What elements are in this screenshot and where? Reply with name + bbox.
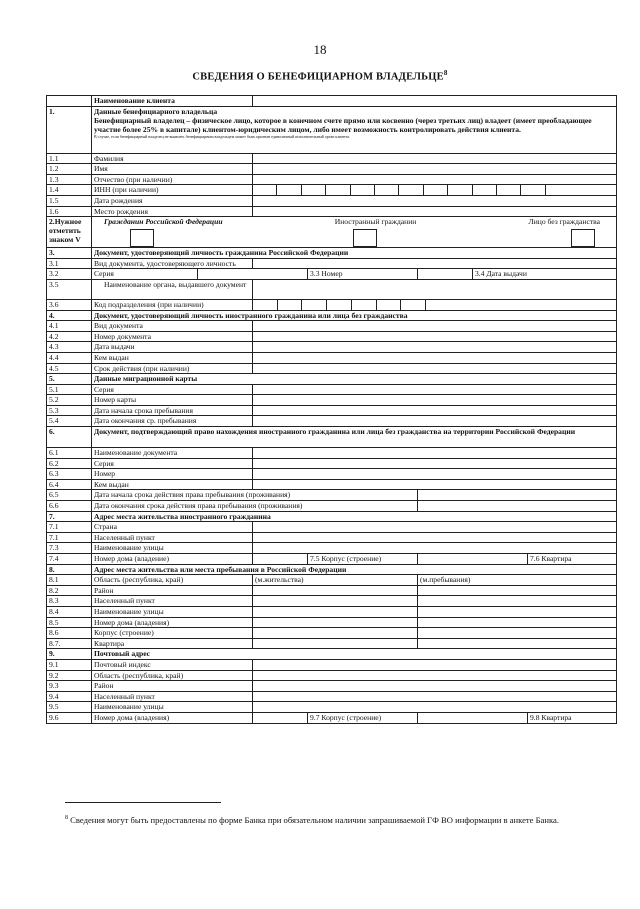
- field-label: Дата окончания ср. пребывания: [92, 416, 253, 427]
- field-label: Корпус (строение): [92, 628, 253, 639]
- row-5-2: [47, 395, 617, 406]
- inn-digit-cells[interactable]: [253, 185, 617, 196]
- field-label: Квартира: [92, 638, 253, 649]
- inn-tail: [545, 185, 616, 195]
- code-box[interactable]: [326, 300, 351, 310]
- building-input[interactable]: [418, 554, 528, 565]
- field-input[interactable]: [253, 458, 617, 469]
- field-input[interactable]: [253, 363, 617, 374]
- code-cells: [253, 300, 616, 310]
- row-1-4: [47, 185, 617, 196]
- field-label: Серия: [92, 384, 253, 395]
- beneficiary-form: [46, 95, 617, 724]
- section-2-number: 2.Нужное отметить знаком V: [47, 217, 92, 248]
- title-text: СВЕДЕНИЯ О БЕНЕФИЦИАРНОМ ВЛАДЕЛЬЦЕ: [192, 71, 444, 83]
- field-label: Дата выдачи: [92, 342, 253, 353]
- row-number: 6.4: [47, 479, 92, 490]
- row-number: 7.1: [47, 522, 92, 533]
- row-1-2: [47, 164, 617, 175]
- row-number: 8.2: [47, 585, 92, 596]
- footnote-text: Сведения могут быть предоставлены по форме Банка при обязательном наличии запрашиваемой ГФ ВО информации в анкете Банка.: [70, 814, 559, 825]
- footnote: [65, 812, 575, 826]
- field-label: Населенный пункт: [92, 596, 253, 607]
- option-stateless: [529, 217, 600, 247]
- field-input[interactable]: [253, 691, 617, 702]
- row-5-3: [47, 405, 617, 416]
- row-number: 4.5: [47, 363, 92, 374]
- field-input[interactable]: [253, 153, 617, 164]
- page-title: [0, 69, 640, 83]
- row-4-5: [47, 363, 617, 374]
- row-1-3: [47, 174, 617, 185]
- field-label: Дата рождения: [92, 195, 253, 206]
- field-input[interactable]: [253, 416, 617, 427]
- row-number: 8.6: [47, 628, 92, 639]
- field-label: Код подразделения (при наличии): [92, 299, 253, 310]
- row-number: 1.6: [47, 206, 92, 217]
- row-4-4: [47, 352, 617, 363]
- residence-input[interactable]: [253, 585, 418, 596]
- field-input[interactable]: [253, 659, 617, 670]
- field-label: Серия: [92, 269, 198, 280]
- field-label: Наименование документа: [92, 448, 253, 459]
- footnote-divider: [65, 802, 221, 803]
- row-number: 4.3: [47, 342, 92, 353]
- code-box[interactable]: [277, 300, 302, 310]
- row-number: 6.5: [47, 490, 92, 501]
- field-label: Район: [92, 681, 253, 692]
- field-label: Кем выдан: [92, 479, 253, 490]
- field-label: Наименование улицы: [92, 606, 253, 617]
- field-label: Серия: [92, 458, 253, 469]
- row-6-4: [47, 479, 617, 490]
- stay-column-label: (м.пребывания): [418, 575, 617, 586]
- building-input[interactable]: [418, 712, 528, 723]
- section-heading: Документ, удостоверяющий личность иностранного гражданина или лица без гражданства: [92, 310, 617, 321]
- section-heading: Документ, удостоверяющий личность гражданина Российской Федерации: [92, 248, 617, 259]
- apartment-label: 9.8 Квартира: [528, 712, 617, 723]
- section-number: 8.: [47, 564, 92, 575]
- row-number: 5.3: [47, 405, 92, 416]
- section-2-row: [47, 217, 617, 248]
- field-label: Вид документа: [92, 321, 253, 332]
- code-box[interactable]: [376, 300, 401, 310]
- row-9-1: [47, 659, 617, 670]
- row-number: 9.5: [47, 702, 92, 713]
- row-6-2: [47, 458, 617, 469]
- row-number: 9.4: [47, 691, 92, 702]
- field-input[interactable]: [418, 490, 617, 501]
- row-9-3: [47, 681, 617, 692]
- citizenship-row: [94, 217, 614, 247]
- field-input[interactable]: [253, 206, 617, 217]
- row-number: 7.3: [47, 543, 92, 554]
- checkbox-rf[interactable]: [130, 229, 154, 247]
- row-number: 8.3: [47, 596, 92, 607]
- field-label: ИНН (при наличии): [92, 185, 253, 196]
- row-number: 3.6: [47, 299, 92, 310]
- field-label: Имя: [92, 164, 253, 175]
- row-7-1: [47, 522, 617, 533]
- field-input[interactable]: [253, 702, 617, 713]
- row-9-2: [47, 670, 617, 681]
- row-number: 9.3: [47, 681, 92, 692]
- residence-input[interactable]: [253, 628, 418, 639]
- row-number: 8.1: [47, 575, 92, 586]
- field-label: Населенный пункт: [92, 532, 253, 543]
- row-number: 9.6: [47, 712, 92, 723]
- row-number: 3.1: [47, 258, 92, 269]
- field-input[interactable]: [253, 395, 617, 406]
- field-input[interactable]: [253, 543, 617, 554]
- inn-digit-box[interactable]: [253, 185, 276, 195]
- row-number: 8.7.: [47, 638, 92, 649]
- field-label: Дата окончания срока действия права пребывания (проживания): [92, 501, 418, 512]
- house-input[interactable]: [253, 554, 308, 565]
- stay-input[interactable]: [418, 628, 617, 639]
- row-number: 5.4: [47, 416, 92, 427]
- row-8-6: [47, 628, 617, 639]
- row-1-6: [47, 206, 617, 217]
- inn-digit-box[interactable]: [398, 185, 422, 195]
- field-input[interactable]: [253, 279, 617, 299]
- row-7-4: [47, 554, 617, 565]
- field-input[interactable]: [253, 522, 617, 533]
- row-9-5: [47, 702, 617, 713]
- apartment-label: 7.6 Квартира: [528, 554, 617, 565]
- row-number: 4.4: [47, 352, 92, 363]
- section-heading: Документ, подтверждающий право нахождения иностранного гражданина или лица без гражданства на территории Российской Федерации: [92, 427, 617, 448]
- section-7-row: [47, 511, 617, 522]
- code-box[interactable]: [301, 300, 326, 310]
- row-1-1: [47, 153, 617, 164]
- citizenship-options: [92, 217, 617, 248]
- option-stateless-label: Лицо без гражданства: [528, 217, 601, 227]
- option-rf-label: Гражданин Российской Федерации: [104, 217, 223, 227]
- stay-input[interactable]: [418, 585, 617, 596]
- field-label: Почтовый индекс: [92, 659, 253, 670]
- field-label: Фамилия: [92, 153, 253, 164]
- row-4-2: [47, 331, 617, 342]
- section-1-note: В случае, если бенефициарный владелец не выявлен, бенефициарным владельцем может быть признан единоличный исполнительный орган клиента.: [94, 133, 350, 139]
- option-foreign: [335, 217, 417, 247]
- row-number: 1.4: [47, 185, 92, 196]
- inn-cells: [253, 185, 616, 195]
- section-9-row: [47, 649, 617, 660]
- client-name-input[interactable]: [253, 96, 617, 107]
- building-label: 7.5 Корпус (строение): [308, 554, 418, 565]
- subdivision-code-cells[interactable]: [253, 299, 617, 310]
- section-number: 3.: [47, 248, 92, 259]
- section-1-row: [47, 106, 617, 153]
- row-6-r65: [47, 490, 617, 501]
- field-label: Номер: [92, 469, 253, 480]
- row-number: 4.2: [47, 331, 92, 342]
- house-input[interactable]: [253, 712, 308, 723]
- field-input[interactable]: [253, 405, 617, 416]
- row-number: 7.4: [47, 554, 92, 565]
- field-input[interactable]: [253, 352, 617, 363]
- field-label: Населенный пункт: [92, 691, 253, 702]
- title-footnote-mark: 8: [443, 69, 448, 77]
- field-label: Наименование органа, выдавшего документ: [92, 279, 253, 299]
- row-number: 6.2: [47, 458, 92, 469]
- row-7-2: [47, 532, 617, 543]
- row-number: 5.1: [47, 384, 92, 395]
- row-8-4: [47, 606, 617, 617]
- section-heading: Адрес места жительства иностранного гражданина: [92, 511, 617, 522]
- row-5-4: [47, 416, 617, 427]
- row-4-1: [47, 321, 617, 332]
- row-8-3: [47, 596, 617, 607]
- field-input[interactable]: [253, 479, 617, 490]
- building-label: 9.7 Корпус (строение): [308, 712, 418, 723]
- row-8-1: [47, 575, 617, 586]
- residence-input[interactable]: [253, 596, 418, 607]
- row-number: 1.5: [47, 195, 92, 206]
- inn-digit-box[interactable]: [520, 185, 544, 195]
- field-input[interactable]: [253, 174, 617, 185]
- stay-input[interactable]: [418, 617, 617, 628]
- field-input[interactable]: [253, 469, 617, 480]
- field-input[interactable]: [418, 501, 617, 512]
- row-number: 9.2: [47, 670, 92, 681]
- field-input[interactable]: [253, 331, 617, 342]
- field-label: Место рождения: [92, 206, 253, 217]
- inn-digit-box[interactable]: [423, 185, 447, 195]
- field-label: Номер карты: [92, 395, 253, 406]
- section-1-text: Бенефициарный владелец – физическое лицо, которое в конечном счете прямо или косвенно (через третьих лиц) владеет (имеет преобладающее участие более 25% в капитале) клиентом-юридическим лицом, либо имеет возможность контролировать действия клиента.: [94, 115, 592, 134]
- row-number: 6.6: [47, 501, 92, 512]
- issue-date-label: 3.4 Дата выдачи: [473, 269, 617, 280]
- row-6-3: [47, 469, 617, 480]
- section-4-row: [47, 310, 617, 321]
- field-label: Номер дома (владения): [92, 617, 253, 628]
- option-foreign-label: Иностранный гражданин: [334, 217, 417, 227]
- field-label: Срок действия (при наличии): [92, 363, 253, 374]
- row-9-4: [47, 691, 617, 702]
- checkbox-foreign[interactable]: [353, 229, 377, 247]
- row-number: 1.1: [47, 153, 92, 164]
- row-number: 1.2: [47, 164, 92, 175]
- inn-digit-box[interactable]: [325, 185, 349, 195]
- field-label: Отчество (при наличии): [92, 174, 253, 185]
- row-9-6: [47, 712, 617, 723]
- section-8-row: [47, 564, 617, 575]
- footnote-mark: 8: [65, 815, 68, 821]
- row-number: 4.1: [47, 321, 92, 332]
- field-label: Страна: [92, 522, 253, 533]
- field-label: Район: [92, 585, 253, 596]
- field-input[interactable]: [253, 258, 617, 269]
- row-3-6: [47, 299, 617, 310]
- field-input[interactable]: [253, 384, 617, 395]
- section-number: 6.: [47, 427, 92, 448]
- section-1-description: [92, 106, 617, 153]
- stay-input[interactable]: [418, 606, 617, 617]
- series-input[interactable]: [198, 269, 308, 280]
- section-6-row: [47, 427, 617, 448]
- row-number: 8.5: [47, 617, 92, 628]
- option-rf: [104, 217, 223, 247]
- residence-input[interactable]: [253, 617, 418, 628]
- field-label: Вид документа, удостоверяющего личность: [92, 258, 253, 269]
- field-input[interactable]: [253, 164, 617, 175]
- field-input[interactable]: [253, 195, 617, 206]
- inn-digit-box[interactable]: [472, 185, 496, 195]
- section-number: 7.: [47, 511, 92, 522]
- row-6-r66: [47, 501, 617, 512]
- row-number: 9.1: [47, 659, 92, 670]
- field-label: Номер дома (владение): [92, 554, 253, 565]
- code-box[interactable]: [253, 300, 277, 310]
- client-name-label: Наименование клиента: [92, 96, 253, 107]
- section-3-row: [47, 248, 617, 259]
- section-5-row: [47, 374, 617, 385]
- field-input[interactable]: [253, 681, 617, 692]
- section-heading: Данные бенефициарного владельца: [94, 106, 218, 116]
- checkbox-stateless[interactable]: [571, 229, 595, 247]
- field-label: Дата начала срока действия права пребывания (проживания): [92, 490, 418, 501]
- row-3-2: [47, 269, 617, 280]
- field-label: Номер дома (владения): [92, 712, 253, 723]
- stay-input[interactable]: [418, 638, 617, 649]
- row-number: 5.2: [47, 395, 92, 406]
- section-number: 9.: [47, 649, 92, 660]
- field-label: Область (республика, край): [92, 575, 253, 586]
- residence-input[interactable]: [253, 638, 418, 649]
- row-number: 6.3: [47, 469, 92, 480]
- field-input[interactable]: [253, 670, 617, 681]
- row-number-empty: [47, 96, 92, 107]
- field-label: Наименование улицы: [92, 543, 253, 554]
- section-heading: Почтовый адрес: [92, 649, 617, 660]
- row-4-3: [47, 342, 617, 353]
- residence-input[interactable]: [253, 606, 418, 617]
- row-5-1: [47, 384, 617, 395]
- client-name-row: [47, 96, 617, 107]
- row-number: 8.4: [47, 606, 92, 617]
- field-label: Дата начала срока пребывания: [92, 405, 253, 416]
- field-label: Наименование улицы: [92, 702, 253, 713]
- row-7-3: [47, 543, 617, 554]
- field-label: Область (республика, край): [92, 670, 253, 681]
- row-3-5: [47, 279, 617, 299]
- row-8-7: [47, 638, 617, 649]
- number-input[interactable]: [418, 269, 473, 280]
- code-box[interactable]: [400, 300, 425, 310]
- field-label: Кем выдан: [92, 352, 253, 363]
- row-number: 3.2: [47, 269, 92, 280]
- code-tail: [425, 300, 616, 310]
- field-input[interactable]: [253, 532, 617, 543]
- row-6-1: [47, 448, 617, 459]
- residence-column-label: (м.жительства): [253, 575, 418, 586]
- field-input[interactable]: [253, 448, 617, 459]
- inn-digit-box[interactable]: [447, 185, 471, 195]
- inn-digit-box[interactable]: [374, 185, 398, 195]
- inn-digit-box[interactable]: [301, 185, 325, 195]
- row-number: 7.1: [47, 532, 92, 543]
- section-number: 1.: [47, 106, 92, 153]
- section-number: 5.: [47, 374, 92, 385]
- row-number: 1.3: [47, 174, 92, 185]
- number-label: 3.3 Номер: [308, 269, 418, 280]
- row-8-5: [47, 617, 617, 628]
- row-number: 6.1: [47, 448, 92, 459]
- inn-digit-box[interactable]: [276, 185, 300, 195]
- section-number: 4.: [47, 310, 92, 321]
- field-label: Номер документа: [92, 331, 253, 342]
- field-input[interactable]: [253, 342, 617, 353]
- code-box[interactable]: [351, 300, 376, 310]
- section-heading: Данные миграционной карты: [92, 374, 617, 385]
- row-8-2: [47, 585, 617, 596]
- page-number: 18: [313, 42, 327, 57]
- inn-digit-box[interactable]: [496, 185, 520, 195]
- row-1-5: [47, 195, 617, 206]
- section-heading: Адрес места жительства или места пребывания в Российской Федерации: [92, 564, 617, 575]
- row-3-1: [47, 258, 617, 269]
- field-input[interactable]: [253, 321, 617, 332]
- stay-input[interactable]: [418, 596, 617, 607]
- row-number: 3.5: [47, 279, 92, 299]
- inn-digit-box[interactable]: [350, 185, 374, 195]
